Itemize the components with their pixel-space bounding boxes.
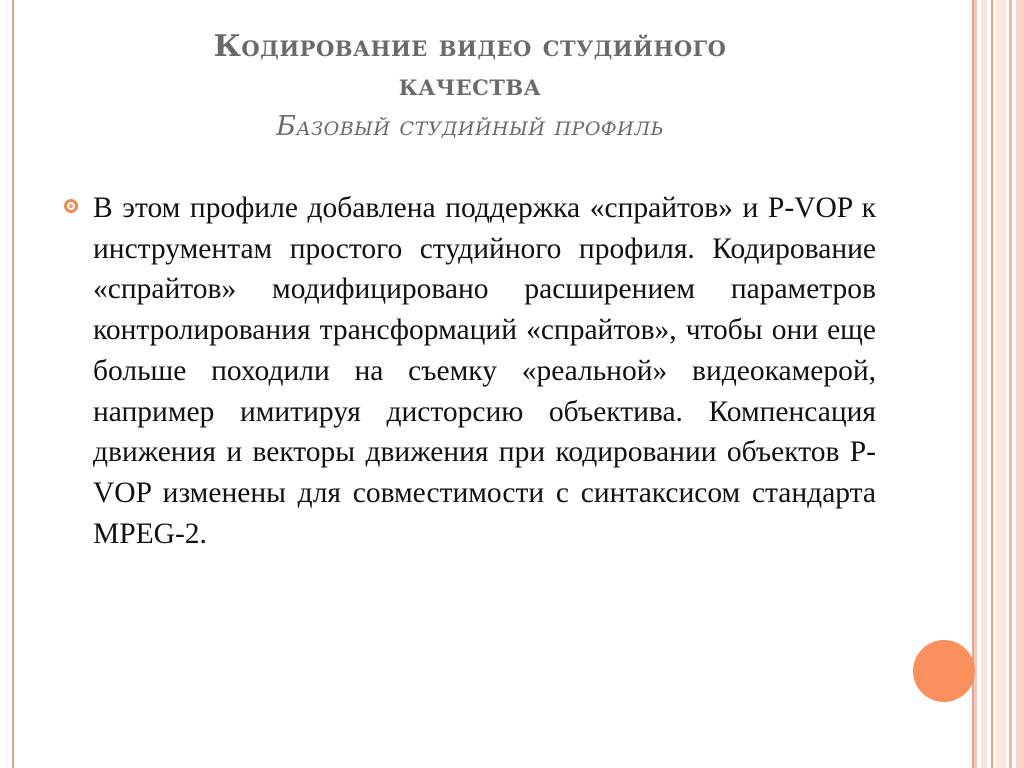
title-line-2: качества bbox=[398, 68, 542, 103]
decorative-stripes bbox=[974, 0, 1024, 768]
slide-title bbox=[90, 28, 850, 148]
stripe bbox=[981, 0, 987, 768]
orange-circle-decoration bbox=[913, 640, 975, 702]
bullet-text: В этом профиле добавлена поддержка «спрайтов» и P-VOP к инструментам простого студийного профиля. Кодирование «спрайтов» модифицировано расширением параметров контролирования трансформаций «спрайтов», чтобы они еще больше походили на съемку «реальной» видеокамерой, например имитируя дисторсию объектива. Компенсация движения и векторы движения при кодировании объектов P-VOP изменены для совместимости с синтаксисом стандарта MPEG-2. bbox=[93, 192, 876, 550]
slide-subtitle: Базовый студийный профиль bbox=[276, 111, 664, 142]
title-line-1: Кодирование видео студийного bbox=[213, 29, 727, 64]
stripe bbox=[996, 0, 1006, 768]
stripe bbox=[1009, 0, 1012, 768]
stripe bbox=[1016, 0, 1024, 768]
bullet-icon bbox=[64, 199, 78, 213]
stripe bbox=[974, 0, 977, 768]
stripe bbox=[991, 0, 993, 768]
